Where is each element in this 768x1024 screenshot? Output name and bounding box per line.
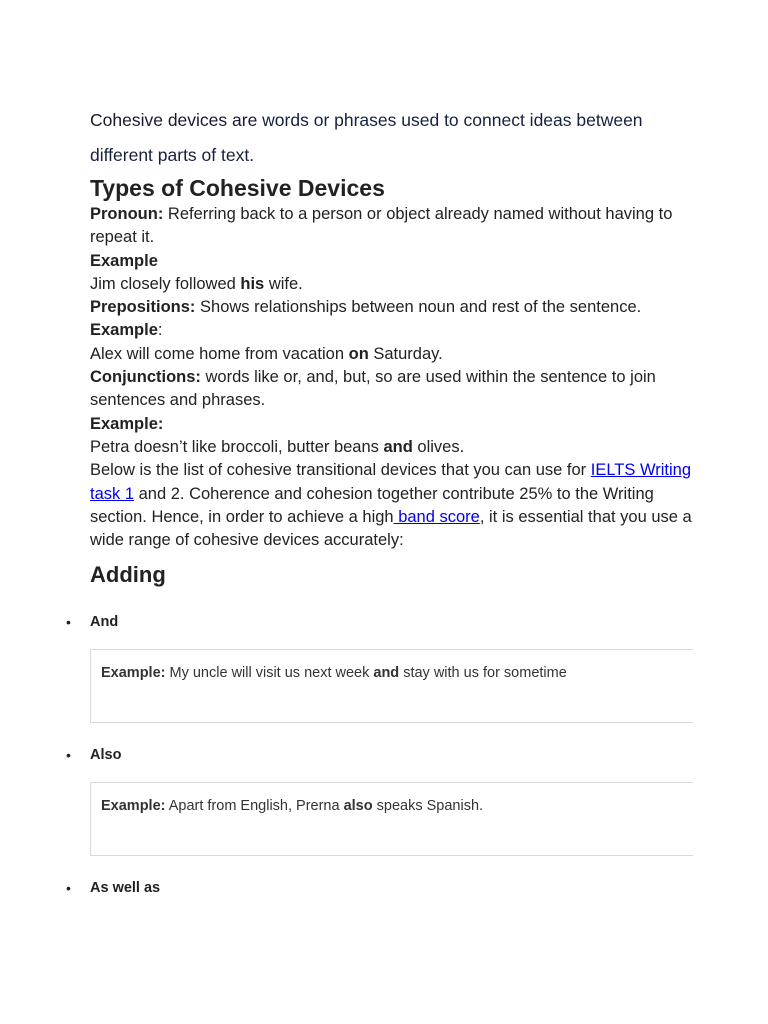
adding-heading: Adding [90,562,166,588]
conjunctions-example-label: Example: [90,414,164,433]
conjunctions-definition [90,366,694,413]
example-label: Example: [101,798,166,815]
intro-tail: . [249,145,255,165]
list-item [66,612,694,632]
bullet-icon: • [66,614,71,631]
pronoun-definition [90,203,694,250]
conjunctions-example: Petra doesn’t like broccoli, butter beans and olives. [90,437,465,456]
intro-paragraph [90,103,694,173]
prepositions-label: Prepositions: [90,298,196,317]
pronoun-example: Jim closely followed his wife. [90,274,303,293]
intro-highlight: words or phrases used to connect ideas between different parts of text [90,110,643,165]
example-box: Example: My uncle will visit us next week and stay with us for sometime [90,649,693,723]
conjunctions-label: Conjunctions: [90,368,201,387]
prepositions-text: Shows relationships between noun and rest of the sentence. [195,298,642,317]
pronoun-example-label: Example [90,251,158,270]
prepositions-definition [90,296,694,319]
bullet-icon: • [66,747,71,764]
band-score-link[interactable]: band score [393,507,480,526]
types-heading: Types of Cohesive Devices [90,175,385,201]
list-item-term: And [90,614,119,631]
ielts-writing-task-link[interactable]: IELTS Writing task 1 [90,461,692,503]
adding-list [66,612,694,898]
list-item-term: As well as [90,880,161,897]
pronoun-text: Referring back to a person or object already named without having to repeat it. [90,205,673,247]
list-intro-paragraph: Below is the list of cohesive transitional devices that you can use for IELTS Writing task 1 and 2. Coherence and cohesion together contribute 25% to the Writing section. Hence, in order to achieve a high band score, it is essential that you use a wide range of cohesive devices accurately: [90,461,692,550]
list-item [66,878,694,898]
bullet-icon: • [66,880,71,897]
list-item-term: Also [90,747,122,764]
intro-lead: Cohesive devices are [90,110,263,130]
conjunctions-text: words like or, and, but, so are used within the sentence to join sentences and phrases. [90,368,656,410]
list-item [66,745,694,765]
example-label: Example: [101,665,166,682]
example-box: Example: Apart from English, Prerna also speaks Spanish. [90,782,693,856]
prepositions-example: Alex will come home from vacation on Saturday. [90,344,443,363]
prepositions-example-label: Example: [90,321,163,340]
pronoun-label: Pronoun: [90,205,164,223]
article-body [66,103,694,898]
